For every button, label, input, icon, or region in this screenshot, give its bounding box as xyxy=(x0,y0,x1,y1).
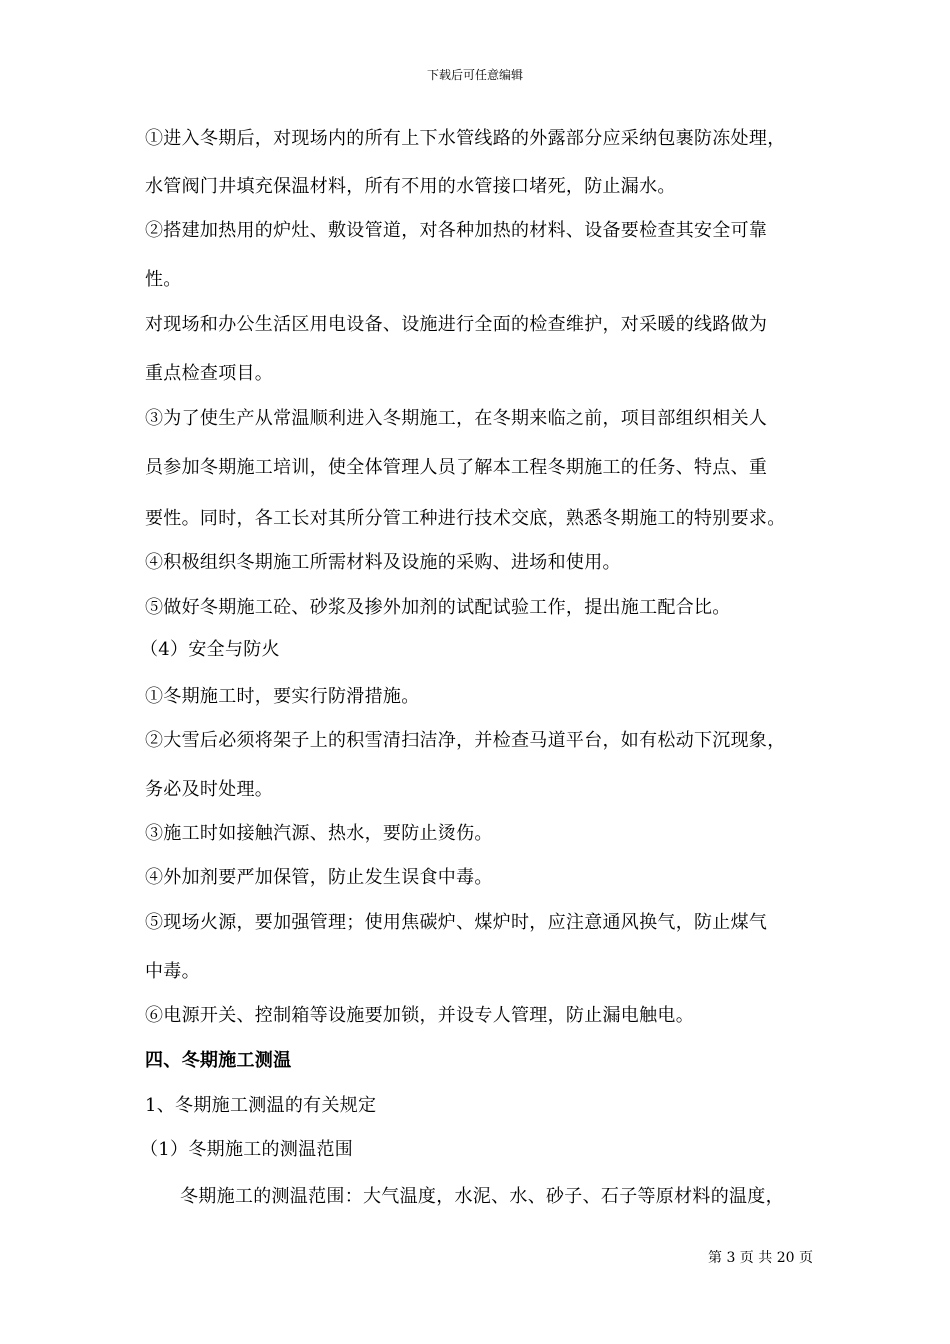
text-line: 性。 xyxy=(145,269,182,290)
text-line: 重点检查项目。 xyxy=(145,363,274,384)
subsection-heading: 1、冬期施工测温的有关规定 xyxy=(145,1095,377,1116)
section-subheading: （4）安全与防火 xyxy=(140,639,280,660)
text-line: 要性。同时，各工长对其所分管工种进行技术交底，熟悉冬期施工的特别要求。 xyxy=(145,508,786,529)
text-line: ①冬期施工时，要实行防滑措施。 xyxy=(145,686,420,707)
text-line: ⑤做好冬期施工砼、砂浆及掺外加剂的试配试验工作，提出施工配合比。 xyxy=(145,597,731,618)
text-line: ①进入冬期后，对现场内的所有上下水管线路的外露部分应采纳包裹防冻处理， xyxy=(145,128,786,149)
section-heading: 四、冬期施工测温 xyxy=(145,1050,292,1071)
text-line: 务必及时处理。 xyxy=(145,779,274,800)
text-line: 中毒。 xyxy=(145,961,200,982)
text-line: ②搭建加热用的炉灶、敷设管道，对各种加热的材料、设备要检查其安全可靠 xyxy=(145,220,768,241)
page-header: 下载后可任意编辑 xyxy=(426,68,523,82)
text-line: 对现场和办公生活区用电设备、设施进行全面的检查维护，对采暖的线路做为 xyxy=(145,314,768,335)
text-line: ③为了使生产从常温顺利进入冬期施工，在冬期来临之前，项目部组织相关人 xyxy=(145,408,768,429)
text-line: 员参加冬期施工培训，使全体管理人员了解本工程冬期施工的任务、特点、重 xyxy=(145,457,768,478)
section-subheading: （1）冬期施工的测温范围 xyxy=(140,1139,354,1160)
text-line: ④外加剂要严加保管，防止发生误食中毒。 xyxy=(145,867,493,888)
text-line: ②大雪后必须将架子上的积雪清扫洁净，并检查马道平台，如有松动下沉现象， xyxy=(145,730,786,751)
text-line: ③施工时如接触汽源、热水，要防止烫伤。 xyxy=(145,823,493,844)
text-line: 水管阀门井填充保温材料，所有不用的水管接口堵死，防止漏水。 xyxy=(145,176,676,197)
text-line: ⑥电源开关、控制箱等设施要加锁，并设专人管理，防止漏电触电。 xyxy=(145,1005,694,1026)
text-line: ⑤现场火源，要加强管理；使用焦碳炉、煤炉时，应注意通风换气，防止煤气 xyxy=(145,912,768,933)
text-line: ④积极组织冬期施工所需材料及设施的采购、进场和使用。 xyxy=(145,552,621,573)
page-footer: 第 3 页 共 20 页 xyxy=(708,1250,813,1266)
text-line: 冬期施工的测温范围：大气温度，水泥、水、砂子、石子等原材料的温度， xyxy=(180,1186,784,1207)
